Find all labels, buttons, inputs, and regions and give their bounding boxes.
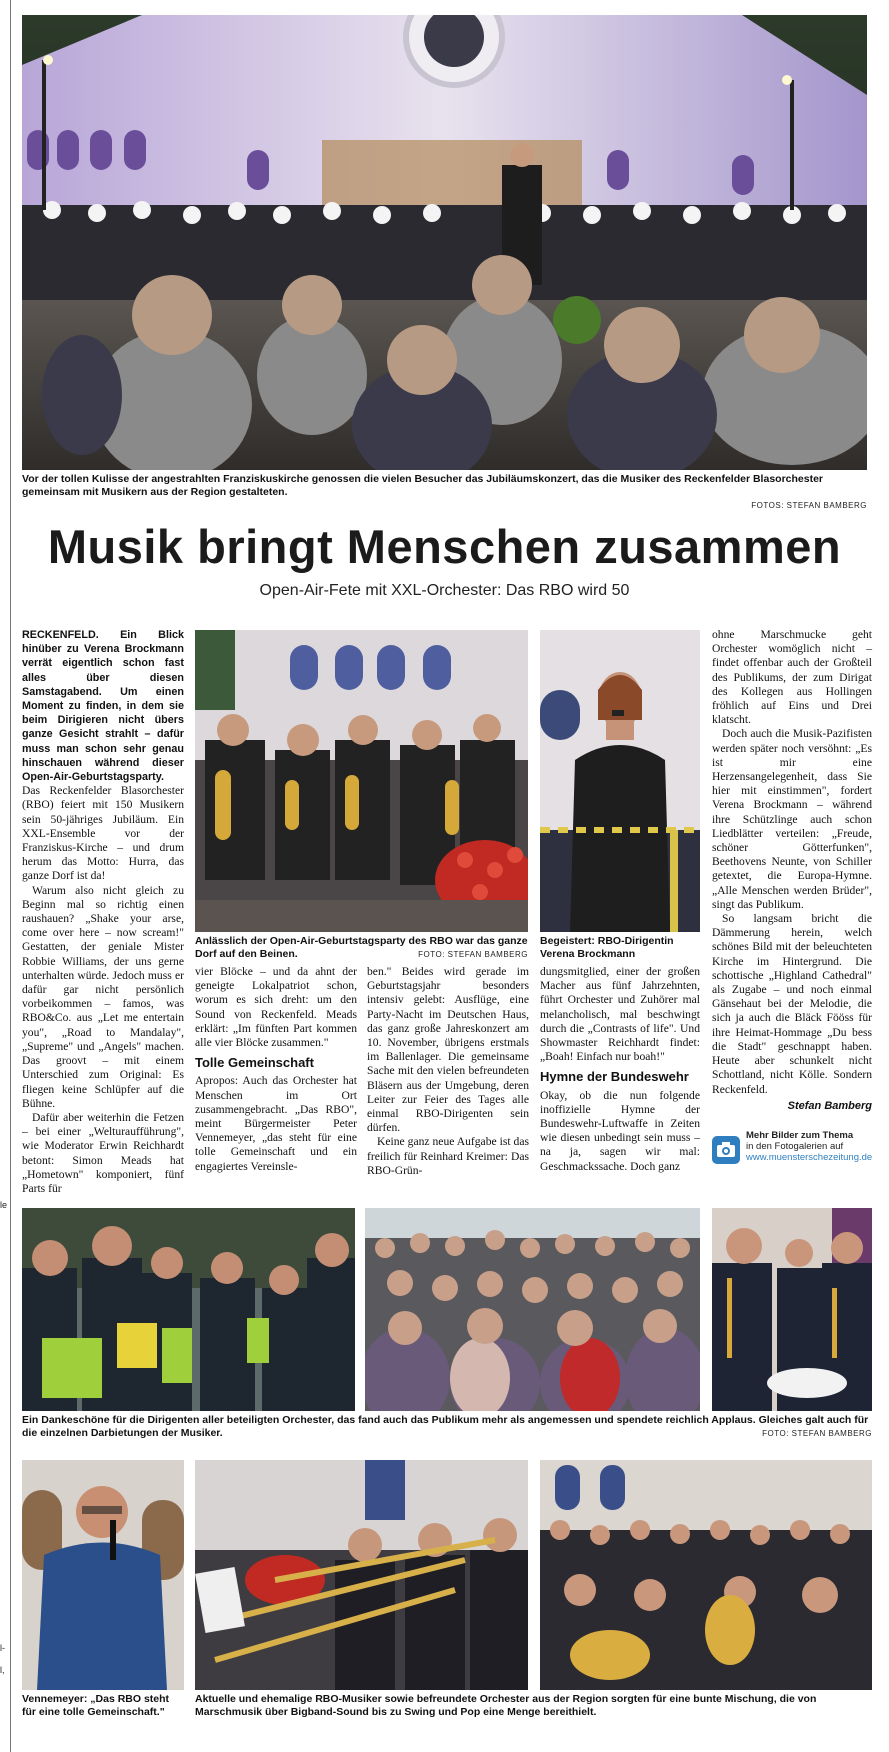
more-pictures-box <box>712 1124 872 1184</box>
article-paragraph: Das Reckenfelder Blasorchester (RBO) feiert mit 150 Musikern sein 50-jähriges Jubiläum. Ein XXL-Ensemble vor der Franziskus-Kirche – und drum herum das Motto: Hurra, das ganze Dorf ist da! <box>22 784 184 883</box>
article-subheadline: Open-Air-Fete mit XXL-Orchester: Das RBO wird 50 <box>259 582 630 599</box>
article-column-4 <box>540 965 700 1190</box>
article-paragraph: Keine ganz neue Aufgabe ist das freilich für Reinhard Kreimer: Das RBO-Grün- <box>367 1135 529 1177</box>
photo-credit: FOTO: STEFAN BAMBERG <box>762 1429 872 1438</box>
mayor-photo-caption: Vennemeyer: „Das RBO steht für eine tolle Gemeinschaft." <box>22 1693 170 1718</box>
photo-orchestra-brass <box>540 1460 872 1690</box>
article-headline: Musik bringt Menschen zusammen <box>47 520 842 573</box>
article-paragraph: ben." Beides wird gerade im Geburtstagsjahr besonders intensiv gelebt: Ausflüge, eine Party-Nacht im Deutschen Haus, das ganz große Jahreskonzert am 10. November, übrigens erstmals im Ballenlager. Die gemeinsame Sache mit den vielen befreundeten Bläsern aus der Umgebung, deren Leiter zur Feier des Tages alle einmal RBO-Dirigenten sein dürfen. <box>367 965 529 1135</box>
photo-trombone-section <box>195 1460 528 1690</box>
more-pictures-heading: Mehr Bilder zum Thema <box>746 1130 854 1141</box>
article-lead: RECKENFELD. Ein Blick hinüber zu Verena Brockmann verrät eigentlich schon fast alles über diesen Samstagabend. Um einen Moment zu finden, in dem sie beim Dirigieren nicht übers ganze Gesicht strahlt – dafür muss man schon sehr genau hinschauen während dieser Open-Air-Geburtstagsparty. <box>22 629 184 784</box>
article-paragraph: Dafür aber weiterhin die Fetzen – bei einer „Welturaufführung", wie Moderator Erwin Reichhardt betont: Simon Meads hat „Hometown" komponiert, fünf Parts für <box>22 1110 184 1195</box>
article-paragraph: Apropos: Auch das Orchester hat Menschen im Ort zusammengebracht. „Das RBO", meint Bürgermeister Peter Vennemeyer, „das steht für eine tolle Gemeinschaft und ein engagiertes Vereinsle- <box>195 1074 357 1173</box>
margin-fragment: le <box>0 1200 8 1210</box>
article-subheading: Tolle Gemeinschaft <box>195 1055 314 1071</box>
more-pictures-link[interactable]: www.muensterschezeitung.de <box>746 1152 873 1163</box>
article-column-5 <box>712 628 872 1113</box>
top-photo-caption: Vor der tollen Kulisse der angestrahlten Franziskuskirche genossen die vielen Besucher das Jubiläumskonzert, das die Musiker des Reckenfelder Blasorchester gemeinsam mit Musikern aus der Region gestalteten. FOTOS: STEFAN BAMBERG <box>22 473 867 510</box>
article-paragraph: Okay, ob die nun folgende inoffizielle Hymne der Bundeswehr-Luftwaffe in Zeiten wie diesen unbedingt sein muss – na ja, sagen wir mal: Geschmackssache. Doch ganz <box>540 1088 700 1173</box>
margin-fragment: l- <box>0 1643 5 1653</box>
article-column-3 <box>367 965 529 1190</box>
photo-conductors-thanks <box>22 1208 355 1411</box>
article-paragraph: So langsam bricht die Dämmerung herein, welch schönes Bild mit der beleuchteten Kirche im Hintergrund. Die schottische „Highland Cathedral" als Zugabe – und noch einmal Gänsehaut bei der Melodie, die sich ja auch die Bläck Fööss für ihre Heimat-Hommage „Du bess die Stadt" geschnappt haben. Heute aber schunkelt nicht Schottland, nicht Kölle. Sondern Reckenfeld. <box>712 912 872 1096</box>
saxophone-photo-caption: Anlässlich der Open-Air-Geburtstagsparty des RBO war das ganze Dorf auf den Beinen. FOTO: STEFAN BAMBERG <box>195 935 528 960</box>
article-paragraph: dungsmitglied, einer der großen Macher aus fünf Jahrzehnten, führt Orchester und Zuhörer mal melancholisch, mal beschwingt durch die „Contrasts of life". Und Showmaster Reichhardt findet: „Boah! Einfach nur boah!" <box>540 965 700 1064</box>
article-subheading: Hymne der Bundeswehr <box>540 1069 689 1085</box>
page-margin-rule <box>10 0 11 1752</box>
conductor-photo-caption: Begeistert: RBO-Dirigentin Verena Brockmann <box>540 935 674 960</box>
camera-icon <box>712 1136 740 1164</box>
photo-band-members <box>712 1208 872 1411</box>
bottom-photos-caption: Aktuelle und ehemalige RBO-Musiker sowie befreundete Orchester aus der Region sorgten für eine bunte Mischung, die von Marschmusik über Bigband-Sound bis zu Swing und Pop eine Menge bereithielt. <box>195 1693 817 1718</box>
article-author: Stefan Bamberg <box>787 1099 872 1112</box>
article-column-1 <box>22 628 184 1195</box>
article-paragraph: vier Blöcke – und da ahnt der geneigte Lokalpatriot schon, worum es sich dreht: um den Sound von Reckenfeld. Meads erklärt: „Im fünften Part kommen alle vier Blöcke zusammen." <box>195 965 357 1050</box>
article-paragraph: Warum also nicht gleich zu Beginn mal so richtig einen raushauen? „Shake your arse, come over here – now scream!" Gestatten, der geniale Mister Robbie Williams, der uns gerne unterhalten würde. Jedoch muss er dafür gar nicht persönlich vorbeikommen – famos, was RBO&Co. aus „Let me entertain you", „Road to Mandalay", „Supreme" und „Angels" machen. Das groovt – mit einem Unterschied zum Original: Es fliegen keine Schlüpfer auf die Bühne. <box>22 883 184 1110</box>
article-column-2 <box>195 965 357 1190</box>
photo-audience <box>365 1208 700 1411</box>
margin-fragment: l, <box>0 1665 5 1675</box>
top-photo-church-concert <box>22 15 867 470</box>
more-pictures-subtext: in den Fotogalerien auf <box>746 1141 844 1152</box>
photo-conductor-verena <box>540 630 700 932</box>
photo-saxophone-players <box>195 630 528 932</box>
article-paragraph: ohne Marschmucke geht Orchester womöglich nicht – findet offenbar auch der Großteil des Publikums, der zum Dirigat des Kollegen aus Hollingen fröhlich auf Eins und Drei klatscht. <box>712 628 872 727</box>
photo-mayor-vennemeyer <box>22 1460 184 1690</box>
middle-photos-caption: Ein Dankeschöne für die Dirigenten aller beteiligten Orchester, das fand auch das Publikum mehr als angemessen und spendete reichlich Applaus. Gleiches galt auch für die einzelnen Darbietungen der Musiker. FOTO: STEFAN BAMBERG <box>22 1414 872 1439</box>
article-paragraph: Doch auch die Musik-Pazifisten werden später noch versöhnt: „Es ist mir eine Herzensangelegenheit, dass Sie hier mit einstimmen", fordert Verena Brockmann – während ihre Schützlinge auch schon Liedblätter verteilen: „Freude, schöner Götterfunken", Beethovens Neunte, von Schiller getextet, die Europa-Hymne. „Alle Menschen werden Brüder", singt das Publikum. <box>712 727 872 911</box>
photo-credit: FOTO: STEFAN BAMBERG <box>418 950 528 959</box>
photo-credit: FOTOS: STEFAN BAMBERG <box>751 501 867 510</box>
